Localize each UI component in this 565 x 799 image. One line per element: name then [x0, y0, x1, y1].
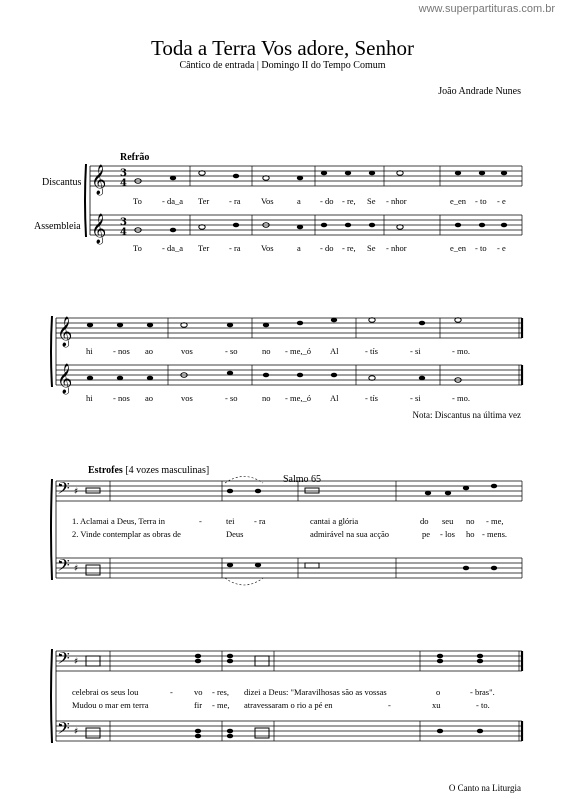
bass-clef-icon: 𝄢: [57, 555, 70, 579]
staff-bass-4-lower: [56, 718, 522, 742]
bass-clef-icon: 𝄢: [57, 648, 70, 672]
svg-text:3: 3: [120, 168, 127, 179]
staff-assembleia-1: [90, 213, 522, 245]
svg-text:4: 4: [120, 178, 127, 189]
svg-text:♯: ♯: [74, 564, 79, 574]
composer: João Andrade Nunes: [438, 86, 521, 97]
psalm-label: Salmo 65: [283, 474, 322, 485]
staff-bass-4-upper: [56, 648, 522, 672]
site-watermark: www.superpartituras.com.br: [418, 3, 555, 15]
treble-clef-icon: 𝄞: [57, 317, 73, 347]
treble-clef-icon: 𝄞: [91, 214, 107, 244]
voice-label-discantus: Discantus: [42, 177, 82, 188]
staff-bass-3-lower: [56, 555, 522, 585]
bass-clef-icon: 𝄢: [57, 718, 70, 742]
svg-text:4: 4: [120, 227, 127, 238]
bass-clef-icon: 𝄢: [57, 478, 70, 502]
staff-discantus-2: [56, 316, 522, 348]
svg-text:♯: ♯: [74, 487, 79, 497]
page-subtitle: Cântico de entrada | Domingo II do Tempo Comum: [179, 60, 386, 71]
staff-discantus-1: [90, 164, 522, 196]
footer-source: O Canto na Liturgia: [448, 783, 521, 793]
svg-text:♯: ♯: [74, 657, 79, 667]
svg-text:3: 3: [120, 217, 127, 228]
staff-bass-3-upper: [56, 477, 522, 503]
voice-label-assembleia: Assembleia: [34, 221, 81, 232]
treble-clef-icon: 𝄞: [57, 364, 73, 394]
refrain-heading: Refrão: [120, 152, 150, 163]
svg-text:♯: ♯: [74, 727, 79, 737]
discantus-note: Nota: Discantus na última vez: [412, 410, 521, 420]
page-title: Toda a Terra Vos adore, Senhor: [151, 36, 414, 60]
treble-clef-icon: 𝄞: [91, 165, 107, 195]
staff-assembleia-2: [56, 363, 522, 395]
strophes-heading: Estrofes [4 vozes masculinas]: [88, 465, 210, 476]
